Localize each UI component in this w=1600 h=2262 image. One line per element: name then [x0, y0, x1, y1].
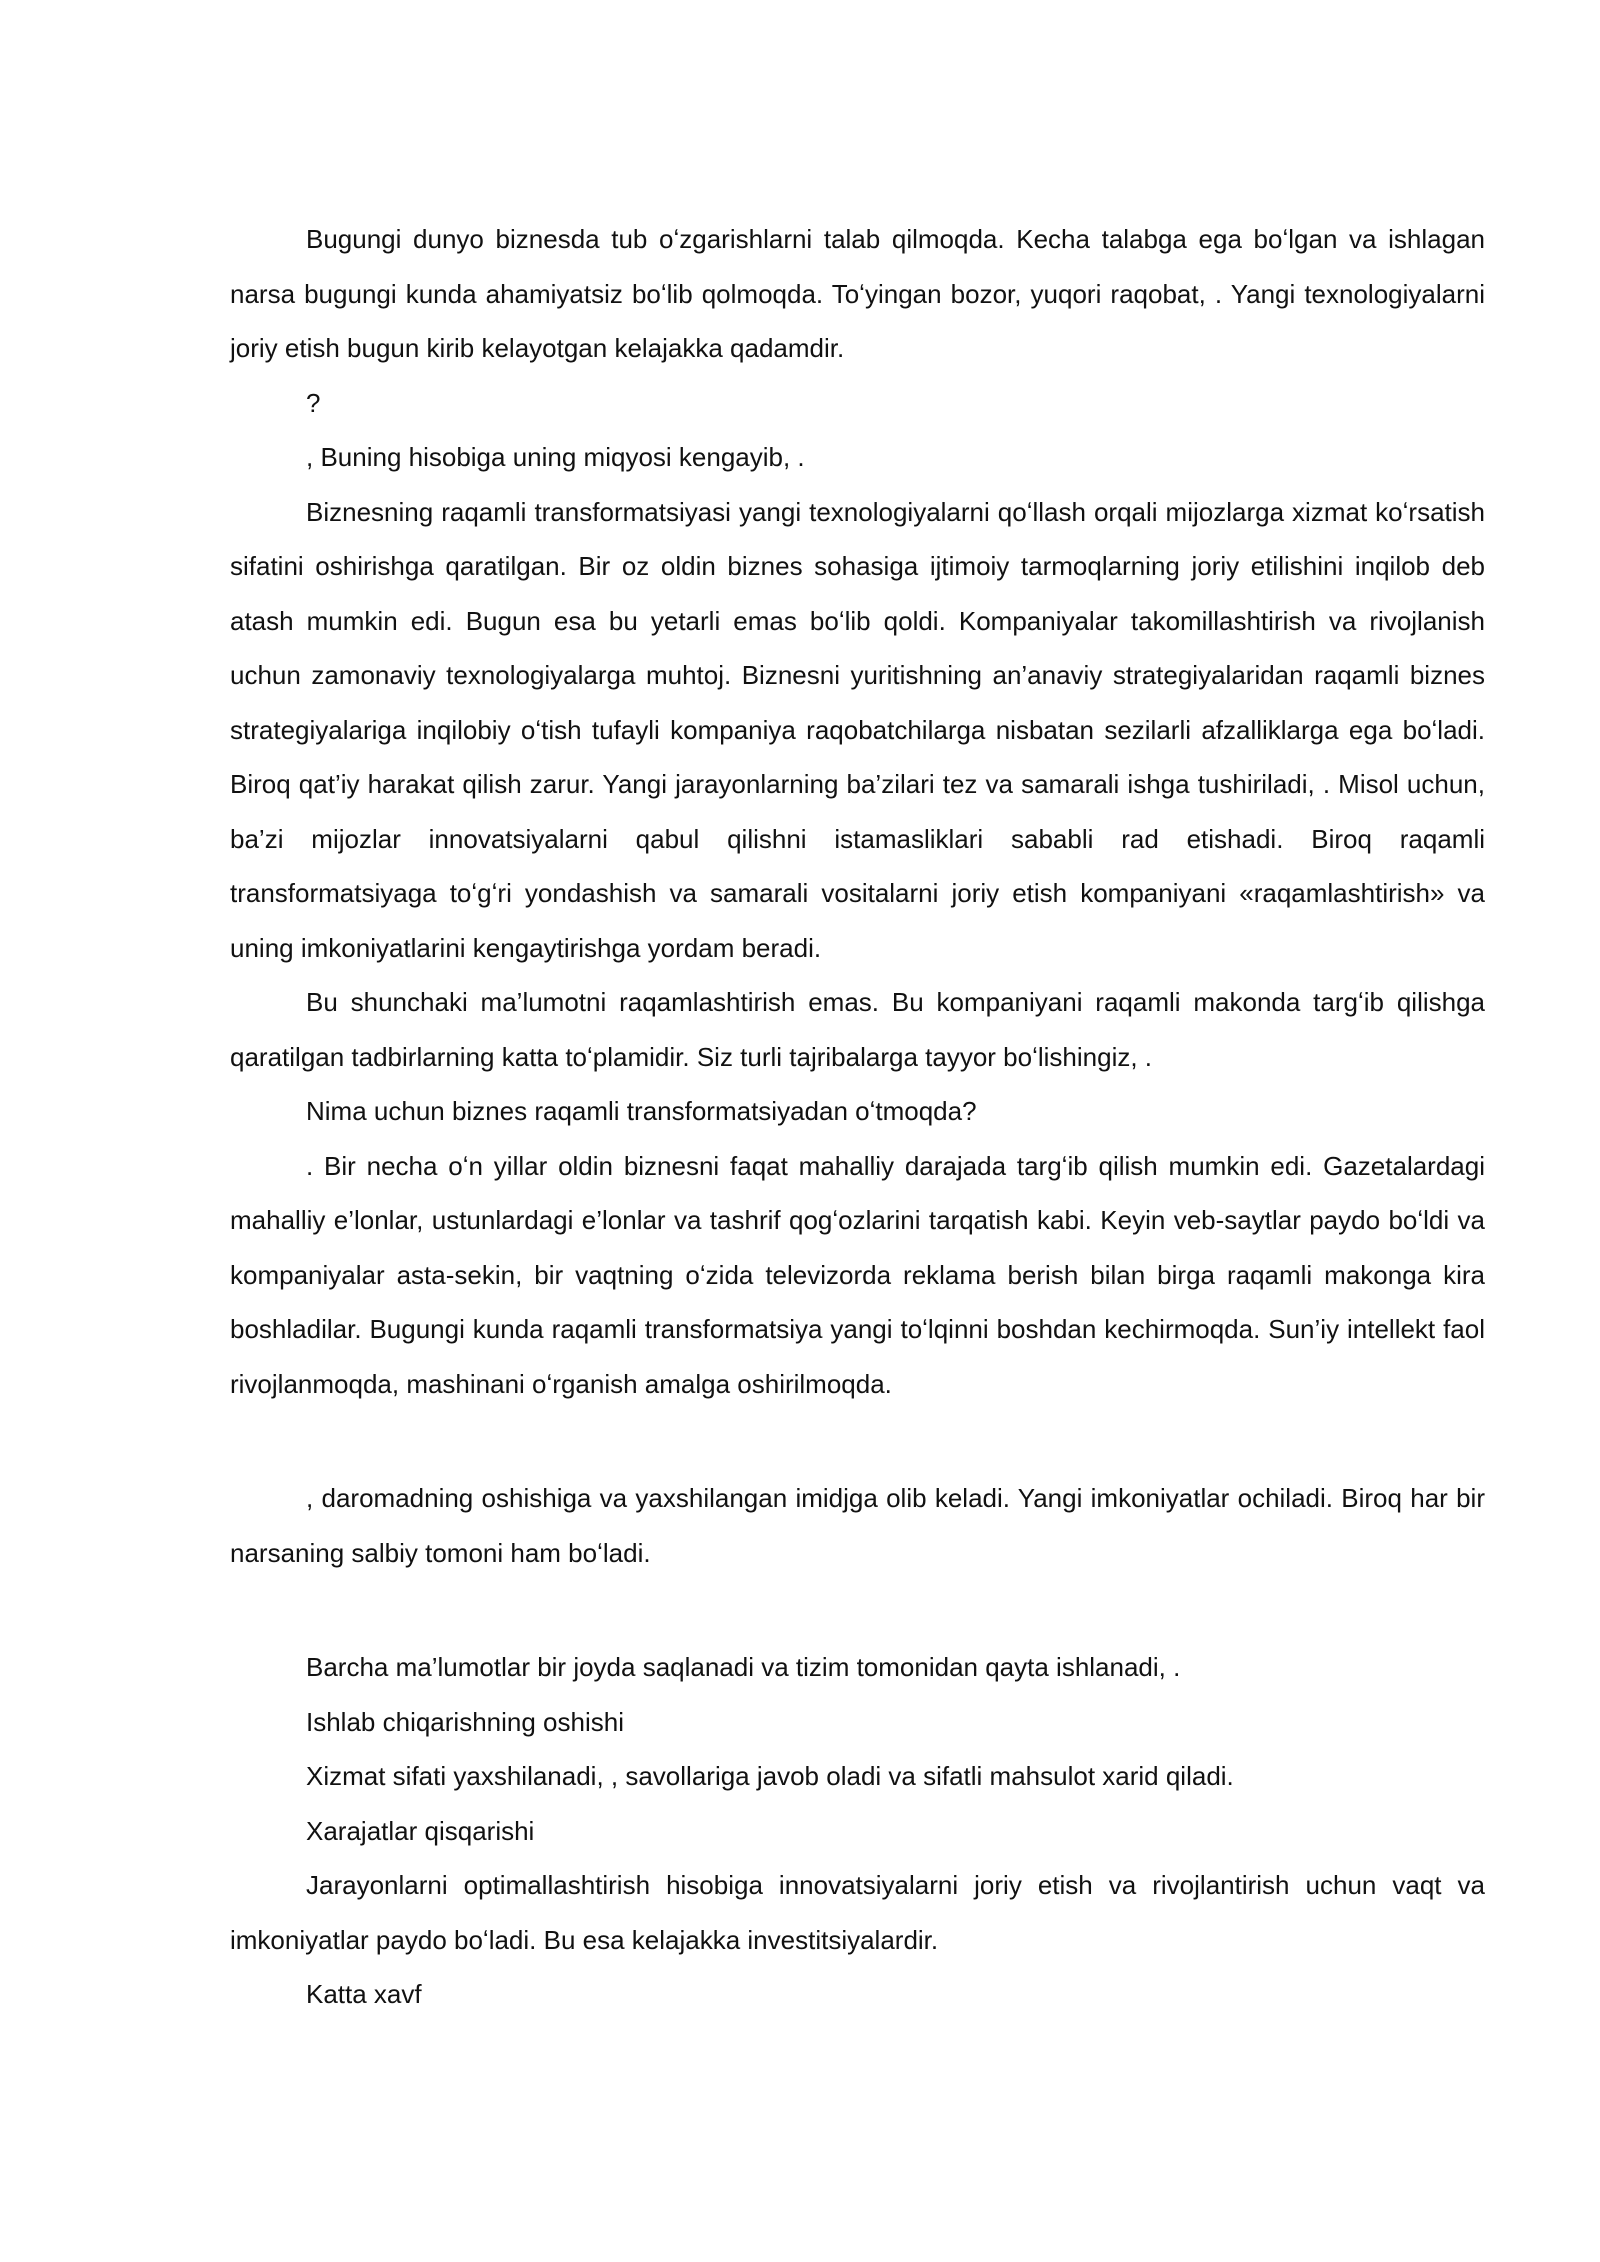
paragraph-optimization: Jarayonlarni optimallashtirish hisobiga innovatsiyalarni joriy etish va rivojlantirish uchun vaqt va imkoniyatlar paydo boʻladi. Bu esa kelajakka investitsiyalardir. — [230, 1870, 1485, 1955]
paragraph-question: ? — [306, 387, 321, 418]
paragraph-history: . Bir necha oʻn yillar oldin biznesni faqat mahalliy darajada targʻib qilish mumkin edi. Gazetalardagi mahalliy e’lonlar, ustunlardagi e’lonlar va tashrif qogʻozlarini tarqatish kabi. Keyin veb-saytlar paydo boʻldi va kompaniyalar asta-sekin, bir vaqtning oʻzida televizorda reklama berish bilan birga raqamli makonga kira boshladilar. Bugungi kunda raqamli transformatsiya yangi toʻlqinni boshdan kechirmoqda. Sun’iy intellekt faol rivojlanmoqda, mashinani oʻrganish amalga oshirilmoqda. — [230, 1150, 1485, 1399]
paragraph-digitization: Bu shunchaki ma’lumotni raqamlashtirish emas. Bu kompaniyani raqamli makonda targʻib qilishga qaratilgan tadbirlarning katta toʻplamidir. Siz turli tajribalarga tayyor boʻlishingiz, . — [230, 987, 1485, 1072]
paragraph-benefits: , daromadning oshishiga va yaxshilangan imidjga olib keladi. Yangi imkoniyatlar ochiladi. Biroq har bir narsaning salbiy tomoni ham boʻladi. — [230, 1483, 1485, 1568]
paragraph-data-storage: Barcha ma’lumotlar bir joyda saqlanadi va tizim tomonidan qayta ishlanadi, . — [306, 1652, 1181, 1682]
paragraph-service-quality: Xizmat sifati yaxshilanadi, , savollariga javob oladi va sifatli mahsulot xarid qiladi. — [306, 1761, 1234, 1791]
paragraph-big-risk: Katta xavf — [306, 1979, 422, 2009]
paragraph-why-heading: Nima uchun biznes raqamli transformatsiyadan oʻtmoqda? — [306, 1096, 977, 1126]
paragraph-scale: , Buning hisobiga uning miqyosi kengayib, . — [306, 442, 805, 472]
blank-line — [230, 1580, 1485, 1640]
paragraph-production-growth: Ishlab chiqarishning oshishi — [306, 1706, 624, 1737]
paragraph-digital-transformation: Biznesning raqamli transformatsiyasi yangi texnologiyalarni qoʻllash orqali mijozlarga xizmat koʻrsatish sifatini oshirishga qaratilgan. Bir oz oldin biznes sohasiga ijtimoiy tarmoqlarning joriy etilishini inqilob deb atash mumkin edi. Bugun esa bu yetarli emas boʻlib qoldi. Kompaniyalar takomillashtirish va rivojlanish uchun zamonaviy texnologiyalarga muhtoj. Biznesni yuritishning an’anaviy strategiyalaridan raqamli biznes strategiyalariga inqilobiy oʻtish tufayli kompaniya raqobatchilarga nisbatan sezilarli afzalliklarga ega boʻladi. Biroq qat’iy harakat qilish zarur. Yangi jarayonlarning ba’zilari tez va samarali ishga tushiriladi, . Misol uchun, ba’zi mijozlar innovatsiyalarni qabul qilishni istamasliklari sababli rad etishadi. Biroq raqamli transformatsiyaga toʻgʻri yondashish va samarali vositalarni joriy etish kompaniyani «raqamlashtirish» va uning imkoniyatlarini kengaytirishga yordam beradi. — [230, 496, 1485, 963]
paragraph-cost-reduction: Xarajatlar qisqarishi — [306, 1815, 535, 1846]
paragraph-intro: Bugungi dunyo biznesda tub oʻzgarishlarni talab qilmoqda. Kecha talabga ega boʻlgan va ishlagan narsa bugungi kunda ahamiyatsiz boʻlib qolmoqda. Toʻyingan bozor, yuqori raqobat, . Yangi texnologiyalarni joriy etish bugun kirib kelayotgan kelajakka qadamdir. — [230, 224, 1485, 363]
blank-line — [230, 1411, 1485, 1471]
